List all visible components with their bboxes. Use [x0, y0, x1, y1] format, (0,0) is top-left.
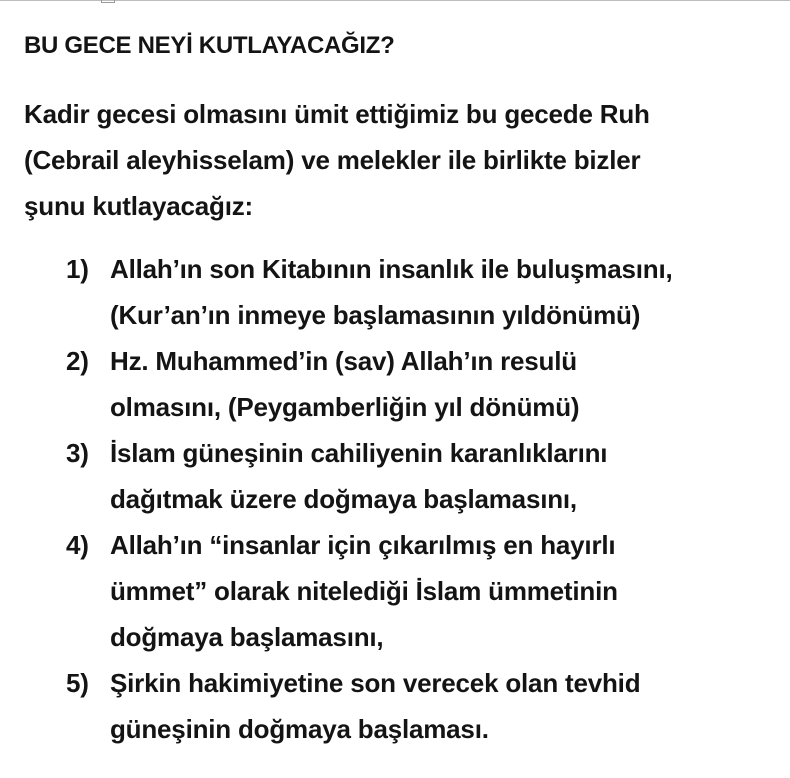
page-top-border [0, 0, 790, 1]
list-item-line: Allah’ın son Kitabının insanlık ile buluşmasını, [110, 254, 673, 284]
list-item-line: olmasını, (Peygamberliğin yıl dönümü) [110, 392, 580, 422]
intro-line: şunu kutlayacağız: [24, 191, 254, 221]
intro-line: Kadir gecesi olmasını ümit ettiğimiz bu gecede Ruh [24, 99, 650, 129]
list-item-number: 5) [66, 668, 89, 698]
page-margin-marker [101, 0, 115, 3]
list-item-number: 2) [66, 346, 89, 376]
list-item-line: İslam güneşinin cahiliyenin karanlıklarını [110, 438, 608, 468]
list-item [66, 246, 673, 338]
list-item-number: 4) [66, 530, 89, 560]
numbered-list [66, 246, 673, 752]
list-item [66, 338, 673, 430]
list-item [66, 660, 673, 752]
list-item-line: (Kur’an’ın inmeye başlamasının yıldönümü) [110, 300, 641, 330]
list-item-number: 1) [66, 254, 89, 284]
intro-line: (Cebrail aleyhisselam) ve melekler ile birlikte bizler [24, 145, 641, 175]
list-item-line: doğmaya başlamasını, [110, 622, 384, 652]
list-item-line: Hz. Muhammed’in (sav) Allah’ın resulü [110, 346, 577, 376]
list-item-number: 3) [66, 438, 89, 468]
list-item-line: dağıtmak üzere doğmaya başlamasını, [110, 484, 577, 514]
list-item-line: güneşinin doğmaya başlaması. [110, 714, 489, 744]
intro-paragraph [24, 91, 774, 229]
list-item-line: Allah’ın “insanlar için çıkarılmış en hayırlı [110, 530, 616, 560]
document-heading: BU GECE NEYİ KUTLAYACAĞIZ? [24, 32, 395, 59]
list-item-line: Şirkin hakimiyetine son verecek olan tevhid [110, 668, 641, 698]
list-item [66, 430, 673, 522]
list-item-line: ümmet” olarak nitelediği İslam ümmetinin [110, 576, 618, 606]
list-item [66, 522, 673, 660]
